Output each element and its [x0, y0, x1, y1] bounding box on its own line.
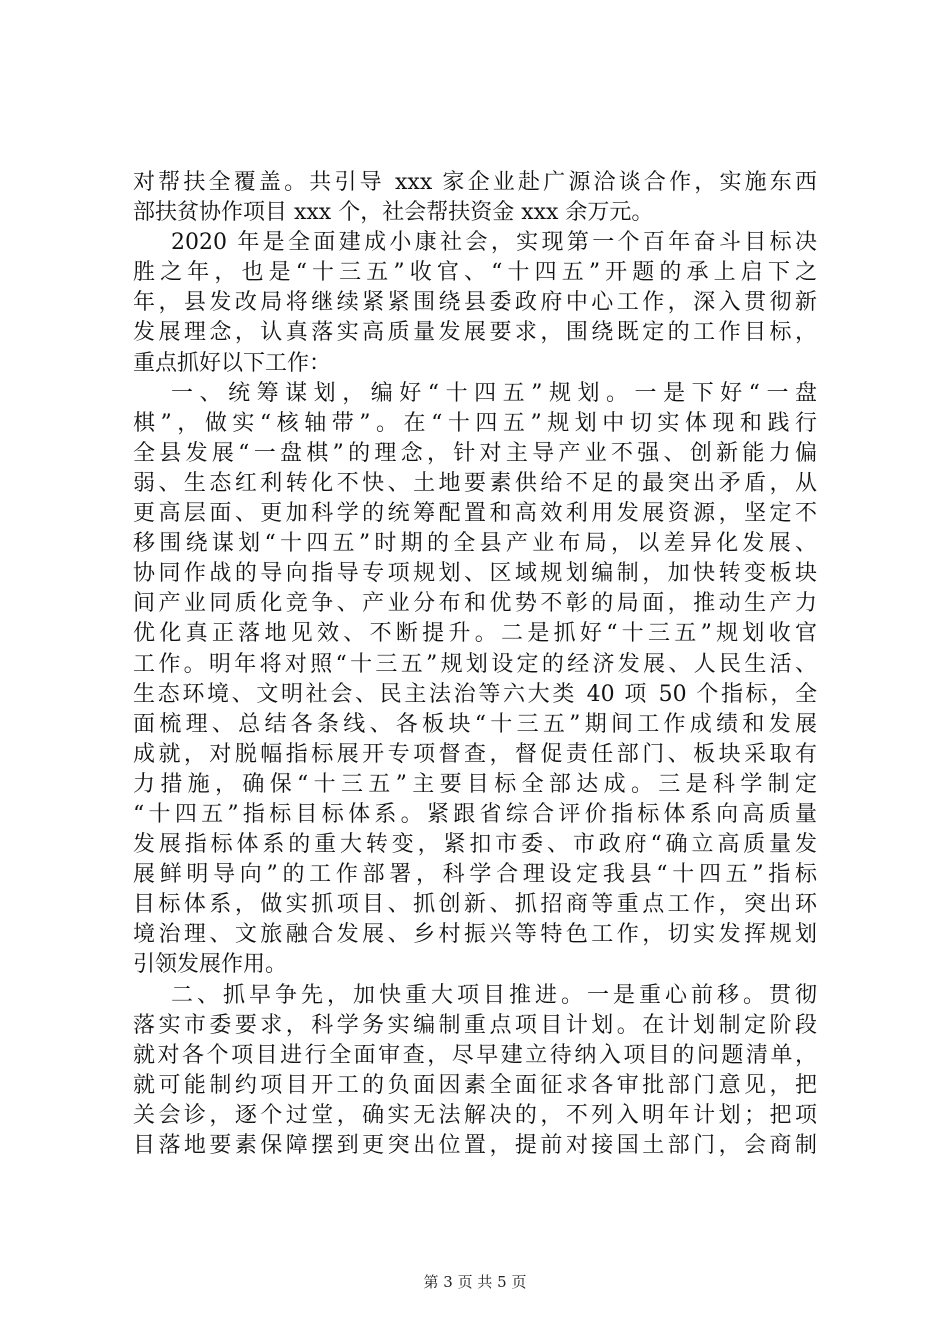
page-footer: 第 3 页 共 5 页: [423, 1273, 527, 1291]
text-line: 面梳理、总结各条线、各板块“十三五”期间工作成绩和发展: [133, 711, 817, 737]
text-line: 间产业同质化竞争、产业分布和优势不彰的局面，推动生产力: [133, 591, 817, 617]
text-line: 工作。明年将对照“十三五”规划设定的经济发展、人民生活、: [133, 651, 817, 677]
text-line: 全县发展“一盘棋”的理念，针对主导产业不强、创新能力偏: [133, 440, 817, 466]
text-line: 目标体系，做实抓项目、抓创新、抓招商等重点工作，突出环: [133, 892, 817, 918]
text-line: 关会诊，逐个过堂，确实无法解决的，不列入明年计划；把项: [133, 1102, 817, 1128]
text-line: 更高层面、更加科学的统筹配置和高效利用发展资源，坚定不: [133, 501, 817, 527]
text-line: 二、抓早争先，加快重大项目推进。一是重心前移。贯彻: [171, 982, 817, 1008]
text-line: 展鲜明导向”的工作部署，科学合理设定我县“十四五”指标: [133, 862, 817, 888]
text-line: 生态环境、文明社会、民主法治等六大类 40 项 50 个指标，全: [133, 681, 817, 707]
text-line: 落实市委要求，科学务实编制重点项目计划。在计划制定阶段: [133, 1012, 817, 1038]
text-line: 一、统筹谋划，编好“十四五”规划。一是下好“一盘: [171, 380, 817, 406]
text-line: 发展理念，认真落实高质量发展要求，围绕既定的工作目标，: [133, 320, 817, 346]
text-line: 发展指标体系的重大转变，紧扣市委、市政府“确立高质量发: [133, 832, 817, 858]
text-line: 重点抓好以下工作：: [133, 350, 332, 376]
text-line: 引领发展作用。: [133, 952, 288, 978]
text-line: 就对各个项目进行全面审查，尽早建立待纳入项目的问题清单，: [133, 1042, 817, 1068]
text-line: 棋”，做实“核轴带”。在“十四五”规划中切实体现和践行: [133, 410, 817, 436]
text-line: 胜之年，也是“十三五”收官、“十四五”开题的承上启下之: [133, 260, 817, 286]
text-line: 移围绕谋划“十四五”时期的全县产业布局，以差异化发展、: [133, 531, 817, 557]
text-line: 就可能制约项目开工的负面因素全面征求各审批部门意见，把: [133, 1072, 817, 1098]
text-line: 成就，对脱幅指标展开专项督查，督促责任部门、板块采取有: [133, 741, 817, 767]
text-line: 境治理、文旅融合发展、乡村振兴等特色工作，切实发挥规划: [133, 922, 817, 948]
text-line: 部扶贫协作项目 xxx 个，社会帮扶资金 xxx 余万元。: [133, 200, 654, 226]
document-body: [133, 168, 817, 1161]
text-line: 目落地要素保障摆到更突出位置，提前对接国土部门，会商制: [133, 1133, 817, 1158]
text-line: 优化真正落地见效、不断提升。二是抓好“十三五”规划收官: [133, 621, 817, 647]
text-line: 力措施，确保“十三五”主要目标全部达成。三是科学制定: [133, 771, 817, 797]
text-line: 弱、生态红利转化不快、土地要素供给不足的最突出矛盾，从: [133, 470, 817, 496]
text-line: 协同作战的导向指导专项规划、区域规划编制，加快转变板块: [133, 561, 817, 587]
text-line: 年，县发改局将继续紧紧围绕县委政府中心工作，深入贯彻新: [133, 290, 817, 316]
text-line: 对帮扶全覆盖。共引导 xxx 家企业赴广源洽谈合作，实施东西: [133, 170, 817, 195]
text-line: 2020 年是全面建成小康社会，实现第一个百年奋斗目标决: [171, 230, 817, 256]
text-line: “十四五”指标目标体系。紧跟省综合评价指标体系向高质量: [133, 801, 817, 827]
